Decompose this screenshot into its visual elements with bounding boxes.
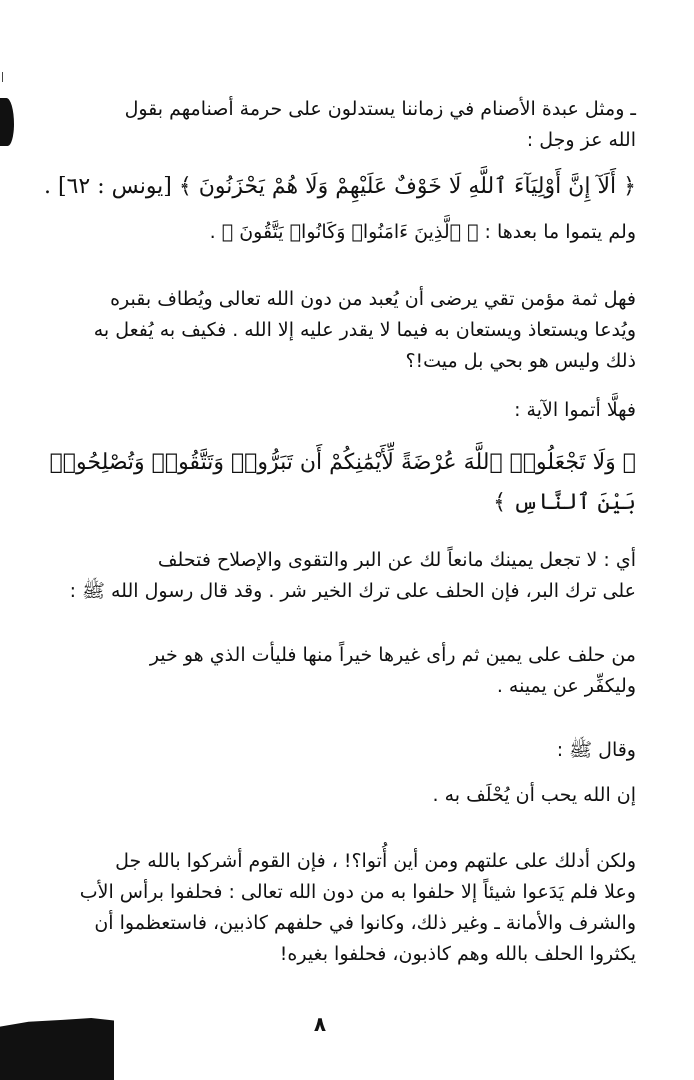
paragraph-3	[38, 395, 636, 426]
text-line: أي : لا تجعل يمينك مانعاً لك عن البر والتقوى والإصلاح فتحلف	[157, 549, 636, 571]
text-line: على ترك البر، فإن الحلف على ترك الخير شر . وقد قال رسول الله ﷺ :	[69, 580, 636, 602]
text-line: ـ ومثل عبدة الأصنام في زماننا يستدلون على حرمة أصنامهم بقول	[124, 98, 636, 120]
verse-line: ﴿ وَلَا تَجْعَلُوا۟ ٱللَّهَ عُرْضَةً لِّأَيْمَٰنِكُمْ أَن تَبَرُّوا۟ وَتَتَّقُوا۟ وَتُصْلِحُوا۟	[49, 450, 636, 475]
text-line: الله عز وجل :	[526, 129, 636, 151]
paragraph-4	[38, 545, 636, 607]
paragraph-2	[38, 284, 636, 377]
text-line: ولكن أدلك على علتهم ومن أين أُتوا؟! ، فإن القوم أشركوا بالله جل	[115, 850, 636, 872]
quran-verse-1: ﴿ أَلَآ إِنَّ أَوْلِيَآءَ ٱللَّهِ لَا خَوْفٌ عَلَيْهِمْ وَلَا هُمْ يَحْزَنُونَ ﴾ [يونس : ٦٢] .	[44, 174, 636, 199]
text-line: فهلَّا أتموا الآية :	[514, 399, 636, 421]
text-line: وقال ﷺ :	[556, 739, 636, 761]
text-line: من حلف على يمين ثم رأى غيرها خيراً منها فليأت الذي هو خير	[149, 644, 636, 666]
scan-artifact	[0, 1018, 114, 1080]
paragraph-8	[38, 846, 636, 970]
paragraph-6	[38, 735, 636, 766]
verse-intro-line	[38, 217, 636, 248]
text-line: ولم يتموا ما بعدها : ﴿ ٱلَّذِينَ ءَامَنُوا۟ وَكَانُوا۟ يَتَّقُونَ ﴾ .	[209, 221, 636, 243]
text-line: وعلا فلم يَدَعوا شيئاً إلا حلفوا به من دون الله تعالى : فحلفوا برأس الأب	[79, 881, 636, 903]
verse-line: بَيْنَ ٱلنَّاسِ ﴾	[493, 490, 636, 515]
paragraph-1	[38, 94, 636, 156]
hadith-2	[38, 780, 636, 811]
text-line: وليكفِّر عن يمينه .	[496, 675, 636, 697]
text-line: ويُدعا ويستعاذ ويستعان به فيما لا يقدر عليه إلا الله . فكيف به يُفعل به	[93, 319, 636, 341]
quran-verse-2	[38, 446, 636, 526]
page-number: ٨	[313, 1012, 327, 1036]
text-line: إن الله يحب أن يُحْلَف به .	[432, 784, 636, 806]
scan-artifact	[2, 72, 3, 82]
text-line: يكثروا الحلف بالله وهم كاذبون، فحلفوا بغيره!	[279, 943, 636, 965]
text-line: والشرف والأمانة ـ وغير ذلك، وكانوا في حلفهم كاذبين، فاستعظموا أن	[94, 912, 636, 934]
scan-artifact	[0, 98, 14, 146]
text-line: ذلك وليس هو بحي بل ميت!؟	[405, 350, 636, 372]
text-line: فهل ثمة مؤمن تقي يرضى أن يُعبد من دون الله تعالى ويُطاف بقبره	[110, 288, 636, 310]
hadith-1	[38, 640, 636, 702]
